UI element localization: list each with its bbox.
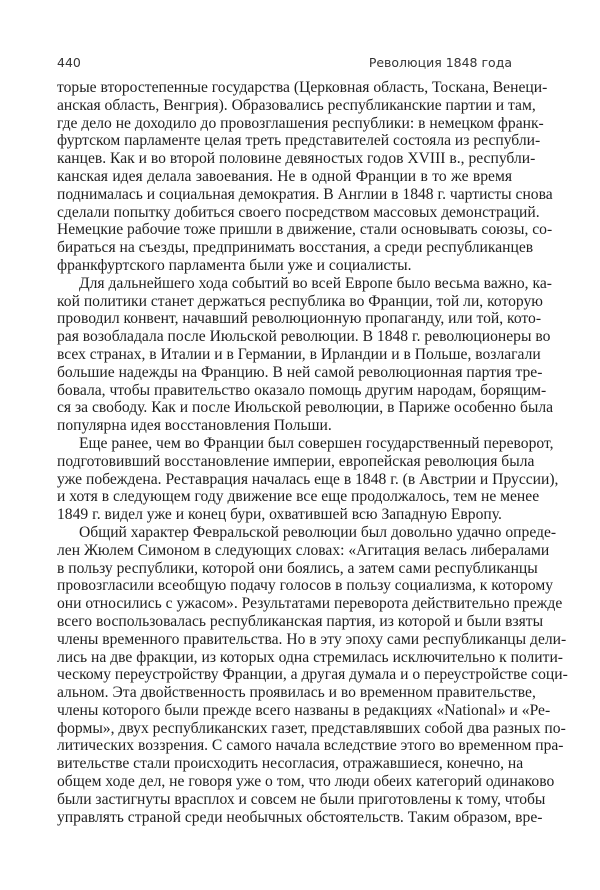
text-line: Немецкие рабочие тоже пришли в движение, стали основывать союзы, со- (57, 221, 553, 239)
text-line: торые второстепенные государства (Церковная область, Тоскана, Венеци- (57, 79, 548, 96)
text-line: управлять страной среди необычных обстоятельств. Таким образом, вре- (57, 808, 543, 826)
text-line: где дело не доходило до провозглашения республики: в немецком франк- (57, 114, 544, 132)
text-line: канская идея делала завоевания. Не в одной Франции в то же время (57, 167, 512, 185)
text-line: сделали попытку добиться своего посредством массовых демонстраций. (57, 203, 540, 221)
text-line: в пользу республики, которой они боялись, а затем сами республиканцы (57, 559, 538, 577)
text-line: они относились с ужасом». Результатами переворота действительно прежде (57, 595, 563, 613)
text-line: лен Жюлем Симоном в следующих словах: «Агитация велась либералами (57, 541, 550, 559)
text-line: формы», двух республиканских газет, представлявших собой два разных по- (57, 719, 566, 737)
text-line: рая возобладала после Июльской революции. В 1848 г. революционеры во (57, 328, 551, 346)
text-line: альном. Эта двойственность проявилась и во временном правительстве, (57, 684, 536, 702)
text-line: вительстве стали происходить несогласия, отражавшиеся, конечно, на (57, 755, 524, 773)
text-line: ся за свободу. Как и после Июльской революции, в Париже особенно была (57, 399, 554, 417)
running-header (57, 55, 512, 70)
text-line: были застигнуты врасплох и совсем не были приготовлены к тому, чтобы (57, 790, 546, 808)
text-line: поднималась и социальная демократия. В Англии в 1848 г. чартисты снова (57, 185, 553, 203)
text-line: литических воззрения. С самого начала вследствие этого во временном пра- (57, 737, 564, 755)
text-line: кой политики станет держаться республика во Франции, той ли, которую (57, 292, 543, 310)
text-line: и хотя в следующем году движение все еще продолжалось, тем не менее (57, 488, 540, 506)
text-line: провозгласили всеобщую подачу голосов в пользу социализма, к которому (57, 577, 553, 595)
text-line: большие надежды на Францию. В ней самой революционная партия тре- (57, 363, 543, 381)
text-line: Общий характер Февральской революции был довольно удачно опреде- (79, 523, 557, 541)
text-line: лись на две фракции, из которых одна стремилась исключительно к полити- (57, 648, 563, 666)
text-line: Для дальнейшего хода событий во всей Европе было весьма важно, ка- (79, 274, 552, 292)
text-line: подготовивший восстановление империи, европейская революция была (57, 452, 535, 470)
paragraph (57, 523, 568, 827)
text-line: канцев. Как и во второй половине девяностых годов XVIII в., республи- (57, 150, 536, 168)
text-line: уже побеждена. Реставрация началась еще в 1848 г. (в Австрии и Пруссии), (57, 470, 559, 488)
running-title: Революция 1848 года (368, 55, 512, 70)
text-line: бовала, чтобы правительство оказало помощь другим народам, борящим- (57, 381, 547, 399)
page-number: 440 (57, 55, 81, 70)
text-line: анская область, Венгрия). Образовались республиканские партии и там, (57, 96, 536, 114)
text-line: Еще ранее, чем во Франции был совершен государственный переворот, (79, 434, 554, 452)
paragraph (57, 434, 559, 524)
text-line: всех странах, в Италии и в Германии, в Ирландии и в Польше, возлагали (57, 345, 541, 363)
text-line: бираться на съезды, предпринимать восстания, а среди республиканцев (57, 239, 534, 257)
text-line: ческому переустройству Франции, а другая думала и о переустройстве соци- (57, 666, 568, 684)
paragraph (57, 79, 553, 275)
text-line: фуртском парламенте целая треть представителей состояла из республи- (57, 132, 541, 150)
text-line: общем ходе дел, не говоря уже о том, что люди обеих категорий одинаково (57, 773, 555, 791)
page-body (57, 79, 568, 826)
text-line: члены временного правительства. Но в эту эпоху сами республиканцы дели- (57, 630, 567, 648)
text-line: всего воспользовалась республиканская партия, из которой и были взяты (57, 612, 544, 630)
text-line: члены которого были прежде всего названы в редакциях «National» и «Ре- (57, 701, 551, 719)
text-line: проводил конвент, начавший революционную пропаганду, или той, кото- (57, 310, 542, 328)
text-line: 1849 г. видел уже и конец бури, охватившей всю Западную Европу. (57, 506, 502, 524)
text-line: популярна идея восстановления Польши. (57, 417, 332, 435)
paragraph (57, 274, 554, 435)
text-line: франкфуртского парламента были уже и социалисты. (57, 256, 412, 274)
